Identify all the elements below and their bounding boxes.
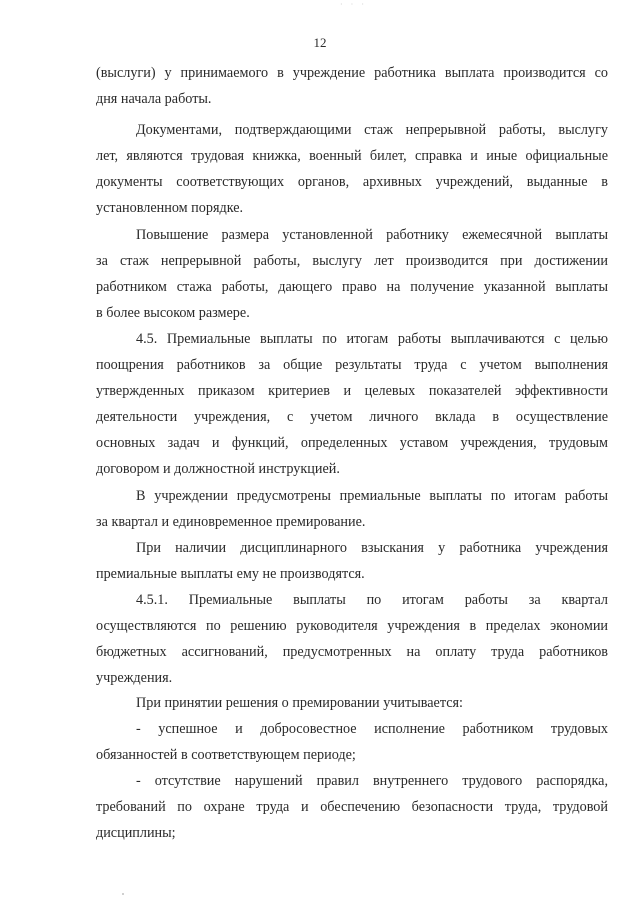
text-line: Документами, подтверждающими стаж непрерывной работы, выслугу: [136, 122, 608, 138]
text-line: бюджетных ассигнований, предусмотренных на оплату труда работников: [96, 644, 608, 660]
text-line: требований по охране труда и обеспечению безопасности труда, трудовой: [96, 799, 608, 815]
text-line: При наличии дисциплинарного взыскания у работника учреждения: [136, 540, 608, 556]
text-line: за стаж непрерывной работы, выслугу лет производится при достижении: [96, 253, 608, 269]
list-item-no-violations: [96, 768, 608, 846]
text-line: премиальные выплаты ему не производятся.: [96, 566, 365, 582]
scan-speck: [122, 893, 124, 895]
text-line: - успешное и добросовестное исполнение работником трудовых: [136, 721, 608, 737]
text-line: установленном порядке.: [96, 200, 244, 216]
scan-artifact: · · ·: [340, 0, 367, 9]
text-line: обязанностей в соответствующем периоде;: [96, 747, 356, 763]
paragraph-criteria-intro: [96, 690, 608, 716]
text-line: В учреждении предусмотрены премиальные выплаты по итогам работы: [136, 488, 608, 504]
text-line: лет, являются трудовая книжка, военный билет, справка и иные официальные: [96, 148, 608, 164]
section-4-5: [96, 326, 608, 482]
text-line: дня начала работы.: [96, 91, 212, 107]
paragraph-bonuses: [96, 483, 608, 535]
text-line: договором и должностной инструкцией.: [96, 461, 340, 477]
section-4-5-1: [96, 587, 608, 691]
paragraph-disciplinary: [96, 535, 608, 587]
text-line: утвержденных приказом критериев и целевых показателей эффективности: [96, 383, 608, 399]
page-number: 12: [313, 35, 327, 50]
text-line: поощрения работников за общие результаты труда с учетом выполнения: [96, 357, 608, 373]
text-line: Повышение размера установленной работнику ежемесячной выплаты: [136, 227, 608, 243]
text-line: основных задач и функций, определенных уставом учреждения, трудовым: [96, 435, 608, 451]
paragraph-seniority-start: [96, 60, 608, 112]
text-line: (выслуги) у принимаемого в учреждение работника выплата производится со: [96, 65, 608, 81]
text-line: 4.5. Премиальные выплаты по итогам работы выплачиваются с целью: [136, 331, 608, 347]
text-line: - отсутствие нарушений правил внутреннего трудового распорядка,: [136, 773, 608, 789]
text-line: 4.5.1. Премиальные выплаты по итогам работы за квартал: [136, 592, 608, 608]
text-line: учреждения.: [96, 670, 173, 686]
text-line: документы соответствующих органов, архивных учреждений, выданные в: [96, 174, 608, 190]
text-line: в более высоком размере.: [96, 305, 250, 321]
text-line: работником стажа работы, дающего право на получение указанной выплаты: [96, 279, 608, 295]
paragraph-documents: [96, 117, 608, 221]
text-line: дисциплины;: [96, 825, 176, 841]
list-item-successful-performance: [96, 716, 608, 768]
text-line: При принятии решения о премировании учитывается:: [136, 695, 463, 711]
text-line: деятельности учреждения, с учетом личного вклада в осуществление: [96, 409, 608, 425]
paragraph-increase: [96, 222, 608, 326]
text-line: осуществляются по решению руководителя учреждения в пределах экономии: [96, 618, 608, 634]
text-line: за квартал и единовременное премирование.: [96, 514, 366, 530]
